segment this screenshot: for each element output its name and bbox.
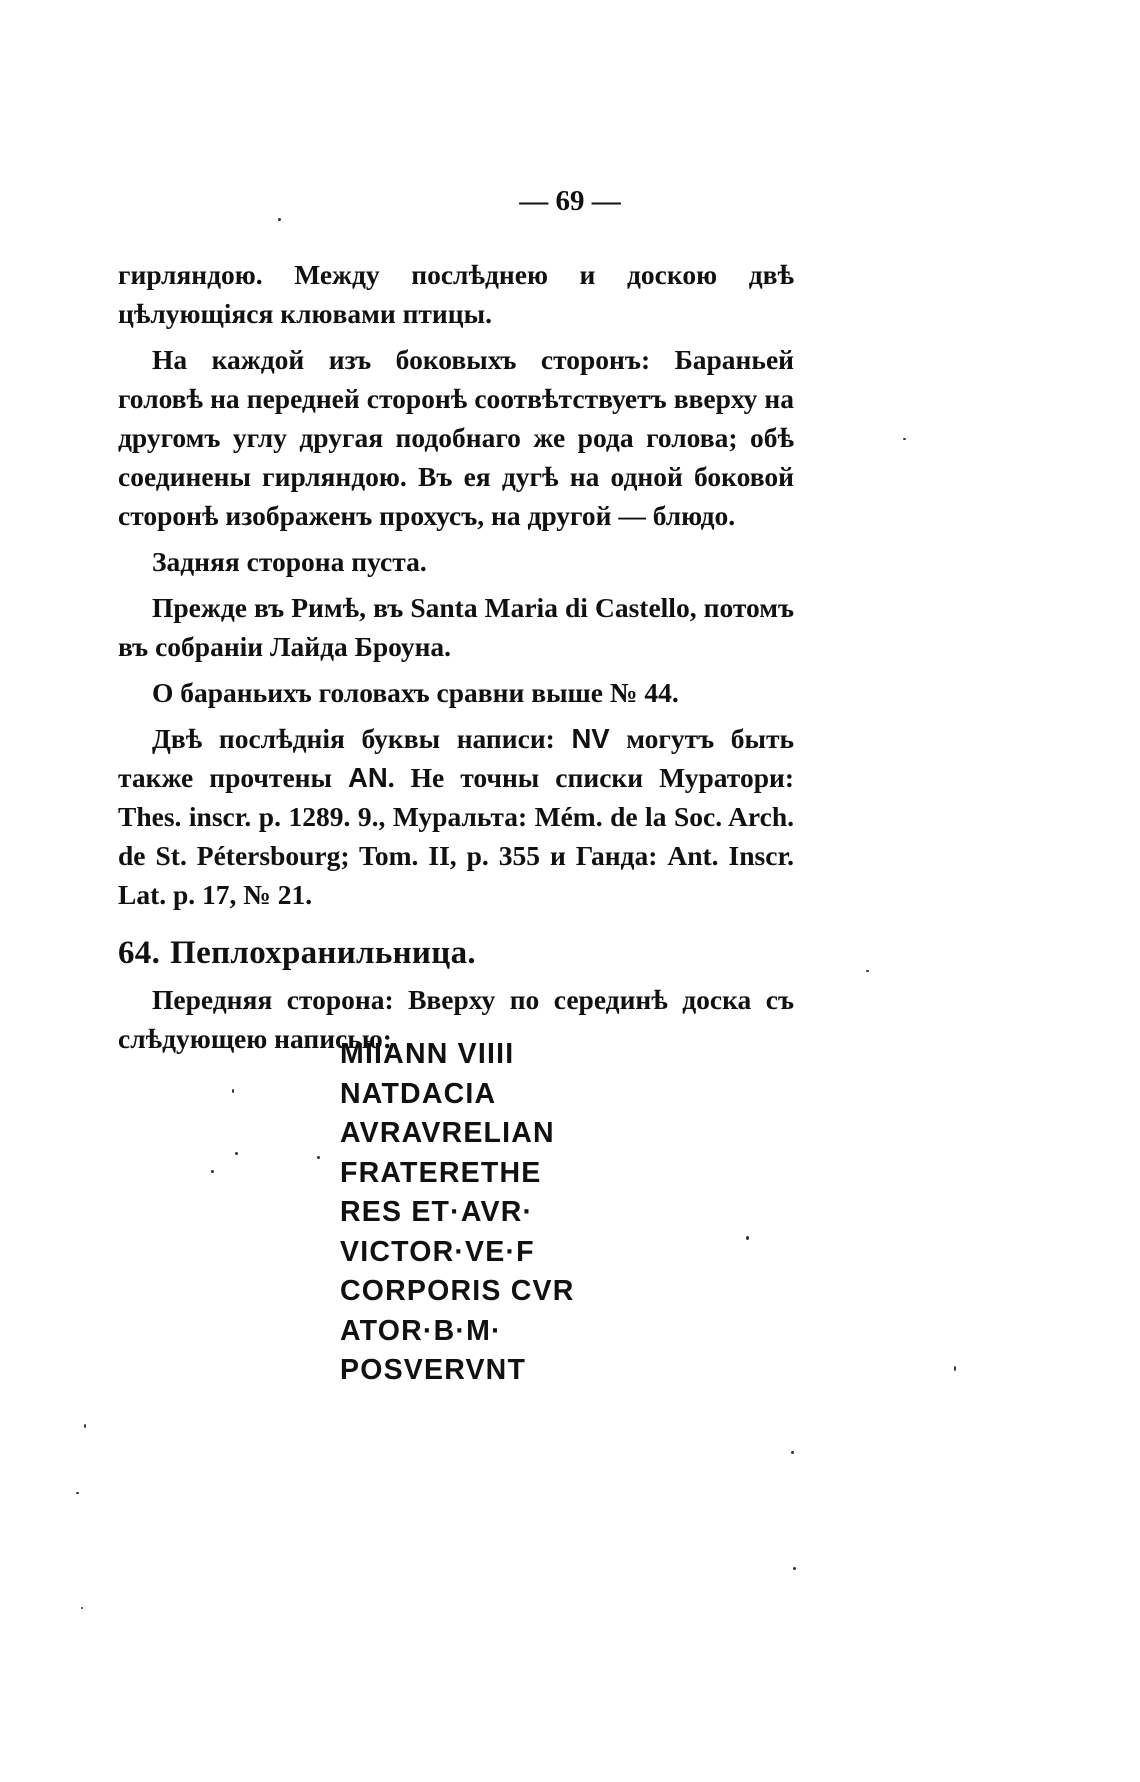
paragraph-6-text-c: . Не точны списки Муратори: Thes. inscr. p. 1289. 9., Муральта: Mém. de la Soc. Arch. de St. Pétersbourg; Tom. II, p. 355 и Ганда: Ant. Inscr. Lat. p. 17, № 21. xyxy=(118,762,794,910)
scan-speck xyxy=(76,1492,79,1494)
scan-speck xyxy=(791,1451,794,1454)
paragraph-4: Прежде въ Римѣ, въ Santa Maria di Castello, потомъ въ собраніи Лайда Броуна. xyxy=(118,592,794,662)
scan-speck xyxy=(317,1156,320,1159)
inscription-line: ATOR·B·M· xyxy=(340,1314,502,1347)
inscription-line: CORPORIS CVR xyxy=(340,1275,575,1307)
paragraph-7: Передняя сторона: Вверху по серединѣ доска съ слѣдующею написью: xyxy=(118,984,794,1054)
inscription-line: AVRAVRELIAN xyxy=(340,1117,555,1149)
paragraph-6 xyxy=(118,719,794,914)
paragraph-3: Задняя сторона пуста. xyxy=(152,546,427,577)
scan-speck xyxy=(211,1170,214,1173)
scan-speck xyxy=(235,1152,238,1155)
inscription-letters-nv: NV xyxy=(571,723,610,754)
inscription-line: RES ET·AVR· xyxy=(340,1196,534,1228)
scan-speck xyxy=(903,438,906,440)
inscription-line: FRATERETHE xyxy=(340,1156,542,1189)
scan-speck xyxy=(278,218,281,221)
inscription-line: NATDACIA xyxy=(340,1077,497,1110)
scan-speck xyxy=(81,1607,83,1609)
scan-speck xyxy=(793,1567,796,1570)
section-heading xyxy=(118,934,794,973)
latin-inscription xyxy=(340,1035,575,1391)
inscription-line: POSVERVNT xyxy=(340,1354,527,1386)
scan-speck xyxy=(84,1424,86,1428)
scan-speck xyxy=(954,1366,956,1371)
section-title: Пеплохранильница. xyxy=(170,935,476,971)
inscription-line: VICTOR·VE·F xyxy=(340,1235,535,1268)
scan-speck xyxy=(232,1089,234,1093)
paragraph-5: О бараньихъ головахъ сравни выше № 44. xyxy=(152,677,679,708)
inscription-line: MIIANN VIIII xyxy=(340,1038,515,1070)
page-number: — 69 — xyxy=(519,185,621,217)
body-text xyxy=(118,255,794,1058)
section-number: 64. xyxy=(118,935,161,971)
paragraph-2: На каждой изъ боковыхъ сторонъ: Бараньей головѣ на передней сторонѣ соотвѣтствуетъ вверху на другомъ углу другая подобнаго же рода голова; обѣ соединены гирляндою. Въ ея дугѣ на одной боковой сторонѣ изображенъ прохусъ, на другой — блюдо. xyxy=(118,344,794,531)
scan-speck xyxy=(746,1236,749,1240)
paragraph-1: гирляндою. Между послѣднею и доскою двѣ цѣлующіяся клювами птицы. xyxy=(118,259,794,329)
inscription-letters-an: AN xyxy=(348,762,388,793)
paragraph-6-text-b: могутъ быть также прочтены xyxy=(118,723,795,793)
paragraph-6-text-a: Двѣ послѣднія буквы написи: xyxy=(152,723,572,754)
scan-speck xyxy=(866,970,869,972)
